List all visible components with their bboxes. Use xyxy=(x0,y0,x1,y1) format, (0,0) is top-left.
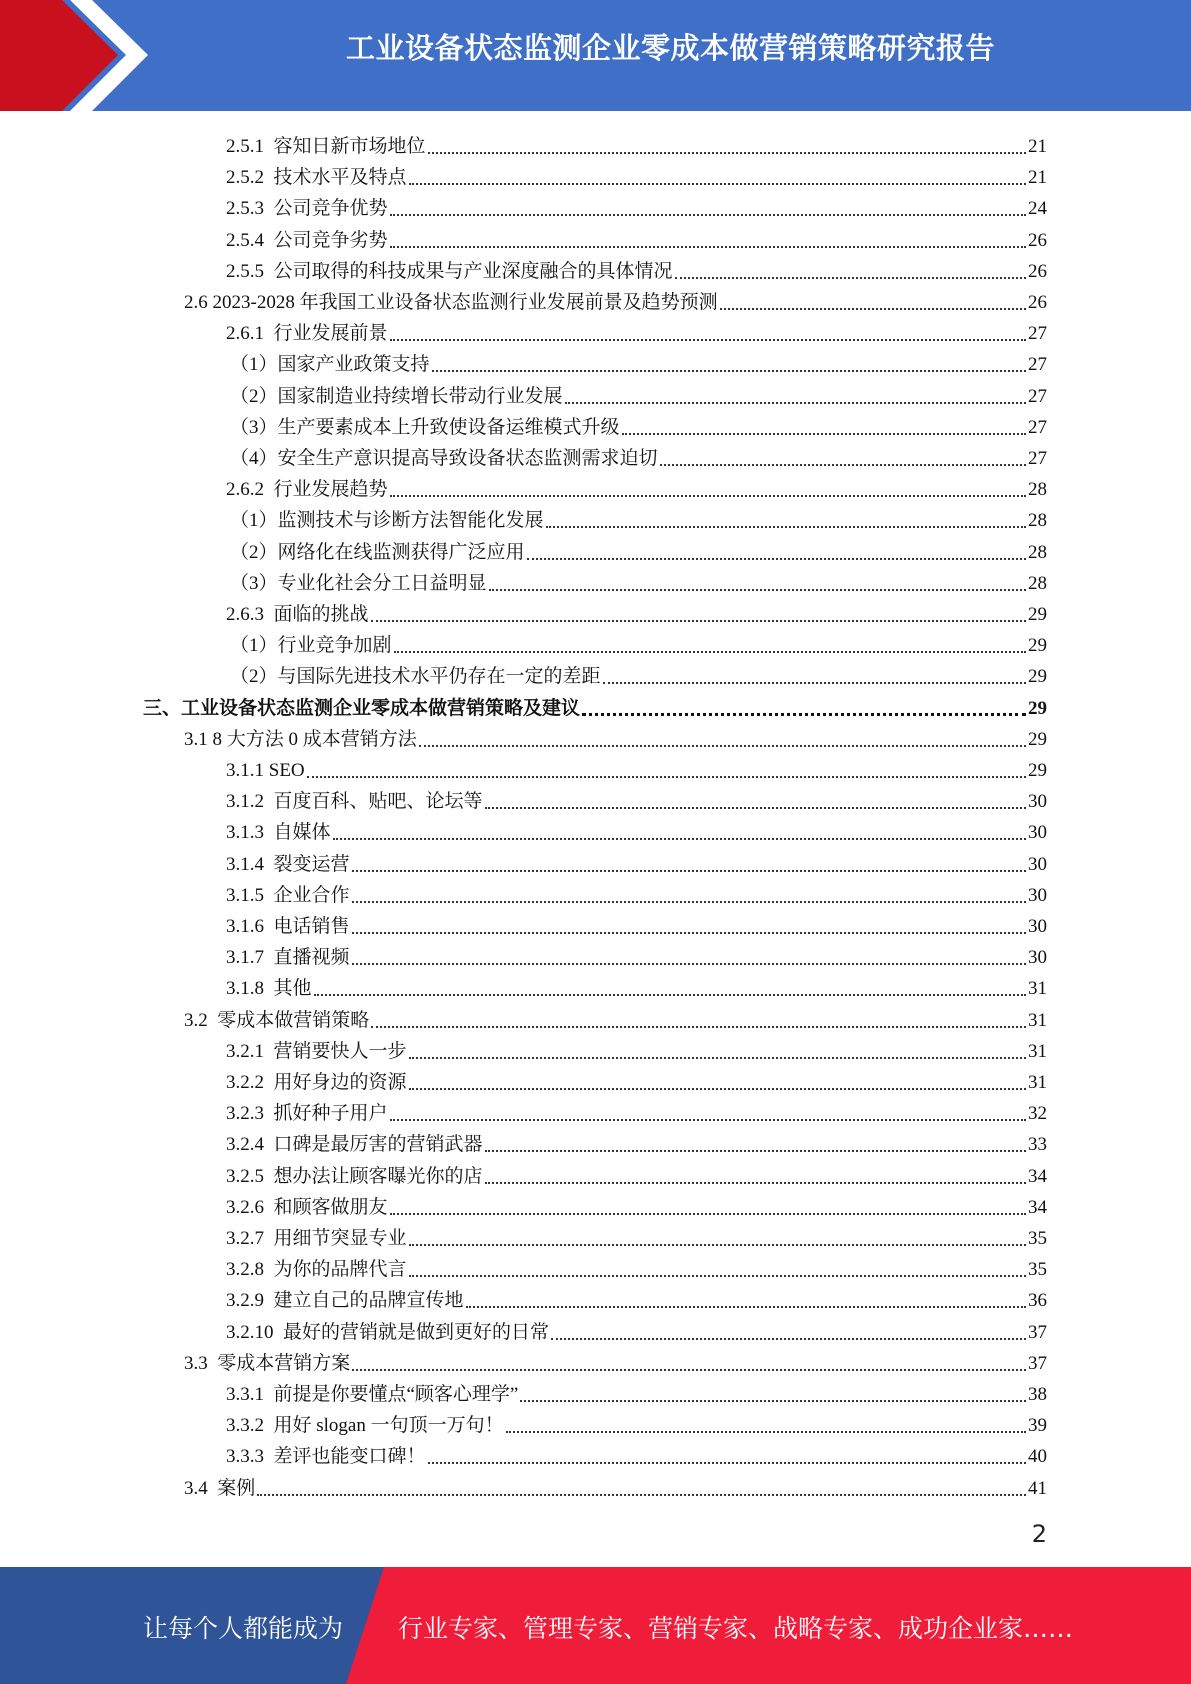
toc-entry-page: 34 xyxy=(1028,1196,1047,1218)
toc-entry-page: 41 xyxy=(1028,1477,1047,1499)
toc-entry[interactable] xyxy=(230,440,1047,471)
toc-entry-page: 30 xyxy=(1028,884,1047,906)
toc-entry-title: （2）网络化在线监测获得广泛应用 xyxy=(230,541,525,563)
toc-entry[interactable] xyxy=(226,222,1047,253)
toc-leader-dots xyxy=(390,1213,1026,1215)
toc-entry[interactable] xyxy=(226,253,1047,284)
toc-entry[interactable] xyxy=(226,471,1047,502)
toc-entry-title: 3.2.10 最好的营销就是做到更好的日常 xyxy=(226,1321,550,1343)
toc-leader-dots xyxy=(390,495,1026,497)
toc-entry-title: 3.2.9 建立自己的品牌宣传地 xyxy=(226,1290,464,1312)
toc-entry-page: 37 xyxy=(1028,1352,1047,1374)
toc-leader-dots xyxy=(409,1244,1026,1246)
toc-leader-dots xyxy=(352,870,1026,872)
toc-entry-title: 3.2 零成本做营销策略 xyxy=(184,1009,370,1031)
toc-leader-dots xyxy=(390,1119,1026,1121)
toc-entry[interactable] xyxy=(226,315,1047,346)
toc-entry-title: 3.1.6 电话销售 xyxy=(226,916,350,937)
toc-leader-dots xyxy=(622,433,1026,435)
toc-entry-page: 28 xyxy=(1028,572,1047,594)
toc-entry[interactable] xyxy=(226,814,1047,845)
toc-entry-page: 27 xyxy=(1028,448,1047,469)
toc-leader-dots xyxy=(409,183,1026,185)
toc-entry-page: 34 xyxy=(1028,1165,1047,1187)
toc-entry-title: 3.2.7 用细节突显专业 xyxy=(226,1228,407,1249)
toc-entry-page: 27 xyxy=(1028,385,1047,407)
toc-entry-title: 3.3 零成本营销方案 xyxy=(184,1352,351,1374)
toc-leader-dots xyxy=(675,277,1026,279)
toc-leader-dots xyxy=(409,1057,1026,1059)
toc-entry-page: 33 xyxy=(1028,1134,1047,1156)
toc-leader-dots xyxy=(546,526,1026,528)
toc-entry[interactable] xyxy=(226,1126,1047,1157)
toc-leader-dots xyxy=(394,651,1026,653)
toc-entry-page: 30 xyxy=(1028,916,1047,937)
toc-entry-title: 3.1.3 自媒体 xyxy=(226,822,331,844)
toc-entry-title: 3.3.2 用好 slogan 一句顶一万句！ xyxy=(226,1415,504,1437)
toc-entry-title: （2）与国际先进技术水平仍存在一定的差距 xyxy=(230,666,601,688)
toc-entry-title: 3.4 案例 xyxy=(184,1477,256,1499)
toc-entry-title: 3.3.1 前提是你要懂点“顾客心理学” xyxy=(226,1384,519,1405)
toc-entry-title: 3.2.8 为你的品牌代言 xyxy=(226,1259,407,1281)
toc-leader-dots xyxy=(527,558,1026,560)
toc-entry[interactable] xyxy=(184,1002,1047,1033)
toc-entry-page: 35 xyxy=(1028,1259,1047,1281)
toc-entry-title: 2.6 2023-2028 年我国工业设备状态监测行业发展前景及趋势预测 xyxy=(184,292,718,313)
toc-entry-page: 31 xyxy=(1028,978,1047,1000)
toc-entry-title: 三、工业设备状态监测企业零成本做营销策略及建议 xyxy=(143,697,581,719)
toc-entry-page: 30 xyxy=(1028,947,1047,969)
toc-leader-dots xyxy=(371,620,1026,622)
toc-leader-dots xyxy=(409,1088,1026,1090)
toc-entry-page: 29 xyxy=(1028,697,1047,719)
toc-entry-page: 39 xyxy=(1028,1415,1047,1437)
toc-entry-title: 3.2.5 想办法让顾客曝光你的店 xyxy=(226,1165,483,1187)
toc-entry[interactable] xyxy=(230,346,1047,377)
toc-leader-dots xyxy=(352,963,1026,965)
toc-entry-title: 2.5.4 公司竞争劣势 xyxy=(226,229,388,251)
toc-leader-dots xyxy=(314,994,1026,996)
toc-entry[interactable] xyxy=(226,1438,1047,1469)
toc-leader-dots xyxy=(506,1431,1026,1433)
report-title: 工业设备状态监测企业零成本做营销策略研究报告 xyxy=(345,31,995,65)
toc-entry-page: 36 xyxy=(1028,1290,1047,1312)
toc-entry-page: 28 xyxy=(1028,541,1047,563)
toc-leader-dots xyxy=(582,713,1026,716)
toc-entry[interactable] xyxy=(226,1220,1047,1251)
toc-entry-title: 2.5.5 公司取得的科技成果与产业深度融合的具体情况 xyxy=(226,260,673,282)
toc-entry-title: 3.1.5 企业合作 xyxy=(226,884,350,906)
page-footer xyxy=(0,1567,1191,1684)
toc-entry-page: 27 xyxy=(1028,323,1047,345)
page-header xyxy=(0,0,1191,111)
toc-entry-title: （1）行业竞争加剧 xyxy=(230,635,392,657)
toc-leader-dots xyxy=(520,1400,1026,1402)
toc-leader-dots xyxy=(551,1338,1026,1340)
toc-entry-title: 2.6.3 面临的挑战 xyxy=(226,604,369,625)
toc-entry-title: 3.2.6 和顾客做朋友 xyxy=(226,1196,388,1218)
toc-leader-dots xyxy=(485,1182,1026,1184)
toc-entry[interactable] xyxy=(226,939,1047,970)
page-number: 2 xyxy=(1031,1520,1047,1548)
toc-entry-page: 29 xyxy=(1028,666,1047,688)
toc-entry-title: 3.1 8 大方法 0 成本营销方法 xyxy=(184,728,417,750)
toc-entry[interactable] xyxy=(230,502,1047,533)
toc-leader-dots xyxy=(428,152,1026,154)
toc-entry[interactable] xyxy=(226,1407,1047,1438)
toc-leader-dots xyxy=(409,1275,1026,1277)
toc-entry[interactable] xyxy=(226,877,1047,908)
toc-entry[interactable] xyxy=(226,1314,1047,1345)
toc-entry-title: （1）监测技术与诊断方法智能化发展 xyxy=(230,510,544,532)
toc-entry-page: 37 xyxy=(1028,1321,1047,1343)
toc-entry-title: 3.1.1 SEO xyxy=(226,760,305,781)
toc-entry-page: 29 xyxy=(1028,760,1047,781)
toc-entry-title: 3.1.8 其他 xyxy=(226,978,312,1000)
toc-entry[interactable] xyxy=(226,970,1047,1001)
toc-entry-title: 2.5.1 容知日新市场地位 xyxy=(226,136,426,157)
toc-leader-dots xyxy=(257,1494,1026,1496)
toc-entry-page: 29 xyxy=(1028,728,1047,750)
toc-entry-title: （1）国家产业政策支持 xyxy=(230,354,430,376)
toc-entry-title: （3）生产要素成本上升致使设备运维模式升级 xyxy=(230,416,620,438)
toc-entry[interactable] xyxy=(226,190,1047,221)
toc-entry-page: 28 xyxy=(1028,510,1047,532)
toc-entry[interactable] xyxy=(226,159,1047,190)
toc-entry-title: 3.2.4 口碑是最厉害的营销武器 xyxy=(226,1134,483,1156)
toc-entry[interactable] xyxy=(143,690,1047,721)
toc-entry[interactable] xyxy=(184,284,1047,315)
toc-entry-title: 3.1.2 百度百科、贴吧、论坛等 xyxy=(226,791,483,813)
toc-leader-dots xyxy=(352,1369,1026,1371)
toc-entry-page: 21 xyxy=(1028,136,1047,157)
toc-entry[interactable] xyxy=(226,1189,1047,1220)
toc-entry-title: 2.6.2 行业发展趋势 xyxy=(226,479,388,501)
toc-entry-page: 40 xyxy=(1028,1446,1047,1468)
toc-entry-page: 30 xyxy=(1028,853,1047,875)
toc-entry-title: 2.6.1 行业发展前景 xyxy=(226,323,388,345)
toc-entry-title: 3.2.1 营销要快人一步 xyxy=(226,1040,407,1062)
toc-entry[interactable] xyxy=(230,378,1047,409)
toc-entry-page: 30 xyxy=(1028,791,1047,813)
toc-entry-title: （2）国家制造业持续增长带动行业发展 xyxy=(230,385,563,407)
toc-entry[interactable] xyxy=(230,565,1047,596)
toc-entry[interactable] xyxy=(184,1470,1047,1501)
toc-entry[interactable] xyxy=(226,846,1047,877)
toc-leader-dots xyxy=(485,807,1026,809)
toc-entry[interactable] xyxy=(226,1064,1047,1095)
toc-entry[interactable] xyxy=(226,128,1047,159)
toc-entry[interactable] xyxy=(184,1345,1047,1376)
toc-entry-title: 2.5.3 公司竞争优势 xyxy=(226,198,388,220)
toc-entry-page: 30 xyxy=(1028,822,1047,844)
toc-leader-dots xyxy=(333,838,1026,840)
toc-entry-page: 35 xyxy=(1028,1228,1047,1249)
toc-leader-dots xyxy=(489,589,1026,591)
toc-entry-page: 29 xyxy=(1028,635,1047,657)
toc-leader-dots xyxy=(660,464,1026,466)
toc-entry-page: 21 xyxy=(1028,167,1047,189)
toc-entry-page: 31 xyxy=(1028,1040,1047,1062)
toc-entry[interactable] xyxy=(230,534,1047,565)
toc-entry-page: 28 xyxy=(1028,479,1047,501)
toc-entry-page: 31 xyxy=(1028,1009,1047,1031)
toc-entry[interactable] xyxy=(226,1095,1047,1126)
header-arrow-decoration xyxy=(0,0,160,111)
toc-leader-dots xyxy=(390,246,1026,248)
toc-entry[interactable] xyxy=(230,409,1047,440)
toc-entry[interactable] xyxy=(184,721,1047,752)
footer-slogan-right: 行业专家、管理专家、营销专家、战略专家、成功企业家…… xyxy=(398,1614,1074,1643)
toc-entry[interactable] xyxy=(230,627,1047,658)
toc-entry[interactable] xyxy=(230,658,1047,689)
toc-entry-page: 38 xyxy=(1028,1384,1047,1405)
toc-entry-page: 27 xyxy=(1028,354,1047,376)
toc-entry[interactable] xyxy=(226,1282,1047,1313)
toc-entry-title: 3.1.4 裂变运营 xyxy=(226,853,350,875)
toc-leader-dots xyxy=(307,776,1026,778)
toc-entry[interactable] xyxy=(226,1376,1047,1407)
toc-entry[interactable] xyxy=(226,783,1047,814)
toc-leader-dots xyxy=(352,932,1026,934)
toc-leader-dots xyxy=(428,1462,1026,1464)
toc-entry-title: 3.2.3 抓好种子用户 xyxy=(226,1103,388,1125)
toc-leader-dots xyxy=(419,745,1026,747)
toc-leader-dots xyxy=(603,682,1026,684)
toc-entry[interactable] xyxy=(226,752,1047,783)
toc-entry-page: 32 xyxy=(1028,1103,1047,1125)
toc-entry-page: 26 xyxy=(1028,260,1047,282)
toc-entry-page: 26 xyxy=(1028,292,1047,313)
toc-entry-title: （4）安全生产意识提高导致设备状态监测需求迫切 xyxy=(230,448,658,469)
toc-leader-dots xyxy=(390,214,1026,216)
toc-entry-title: 2.5.2 技术水平及特点 xyxy=(226,167,407,189)
toc-entry-page: 24 xyxy=(1028,198,1047,220)
toc-leader-dots xyxy=(352,901,1026,903)
toc-leader-dots xyxy=(720,308,1026,310)
toc-entry-page: 26 xyxy=(1028,229,1047,251)
toc-entry[interactable] xyxy=(226,1158,1047,1189)
toc-entry[interactable] xyxy=(226,596,1047,627)
toc-entry[interactable] xyxy=(226,908,1047,939)
toc-entry-page: 31 xyxy=(1028,1072,1047,1093)
toc-entry-title: 3.1.7 直播视频 xyxy=(226,947,350,969)
toc-entry-page: 29 xyxy=(1028,604,1047,625)
toc-leader-dots xyxy=(371,1026,1026,1028)
toc-entry-page: 27 xyxy=(1028,416,1047,438)
toc-leader-dots xyxy=(390,339,1026,341)
toc-leader-dots xyxy=(485,1150,1026,1152)
toc-entry[interactable] xyxy=(226,1033,1047,1064)
toc-entry-title: 3.3.3 差评也能变口碑！ xyxy=(226,1446,426,1468)
toc-leader-dots xyxy=(466,1306,1026,1308)
toc-leader-dots xyxy=(565,402,1026,404)
toc-entry[interactable] xyxy=(226,1251,1047,1282)
toc-entry-title: （3）专业化社会分工日益明显 xyxy=(230,572,487,594)
toc-leader-dots xyxy=(432,370,1026,372)
footer-slogan-left: 让每个人都能成为 xyxy=(143,1614,344,1643)
toc-entry-title: 3.2.2 用好身边的资源 xyxy=(226,1072,407,1093)
